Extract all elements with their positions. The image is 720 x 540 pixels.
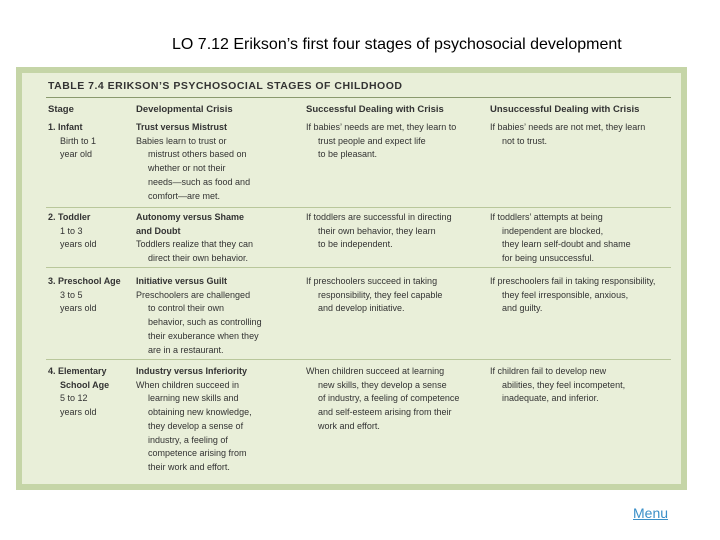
failure-line: not to trust. bbox=[502, 135, 548, 146]
stage-age-line: year old bbox=[60, 149, 93, 160]
stage-name: 4. Elementary bbox=[48, 366, 107, 376]
failure-line: inadequate, and inferior. bbox=[502, 393, 599, 404]
crisis-desc-line: Babies learn to trust or bbox=[136, 135, 227, 146]
row-divider bbox=[46, 267, 671, 268]
stage-name: 3. Preschool Age bbox=[48, 276, 121, 286]
row-2-crisis bbox=[136, 211, 304, 263]
crisis-title: Trust versus Mistrust bbox=[136, 122, 228, 132]
crisis-title: Industry versus Inferiority bbox=[136, 366, 248, 376]
stage-age-line: years old bbox=[60, 407, 97, 418]
crisis-desc-line: industry, a feeling of bbox=[148, 434, 228, 445]
success-line: If toddlers are successful in directing bbox=[306, 212, 452, 222]
success-line: If babies’ needs are met, they learn to bbox=[306, 122, 457, 132]
crisis-desc-line: Toddlers realize that they can bbox=[136, 239, 254, 250]
row-2-stage bbox=[48, 211, 134, 263]
crisis-title: Autonomy versus Shame bbox=[136, 212, 245, 222]
row-3-crisis bbox=[136, 275, 304, 357]
slide-title: LO 7.12 Erikson’s first four stages of psychosocial development bbox=[172, 36, 622, 53]
crisis-desc-line: to control their own bbox=[148, 303, 225, 314]
crisis-desc-line: whether or not their bbox=[148, 163, 226, 174]
row-2-success bbox=[306, 211, 488, 263]
row-divider bbox=[46, 359, 671, 360]
crisis-desc-line: Preschoolers are challenged bbox=[136, 289, 251, 300]
failure-line: they feel irresponsible, anxious, bbox=[502, 289, 629, 300]
row-4-crisis bbox=[136, 365, 304, 475]
row-2-failure bbox=[490, 211, 670, 263]
row-1-stage bbox=[48, 121, 134, 162]
crisis-desc-line: their exuberance when they bbox=[148, 330, 259, 341]
row-divider bbox=[46, 207, 671, 208]
failure-line: If toddlers’ attempts at being bbox=[490, 212, 603, 222]
crisis-title: and Doubt bbox=[136, 225, 181, 236]
stage-age-line: 3 to 5 bbox=[60, 289, 83, 300]
crisis-desc-line: their work and effort. bbox=[148, 461, 230, 472]
crisis-desc-line: are in a restaurant. bbox=[148, 344, 224, 355]
success-line: to be pleasant. bbox=[318, 149, 378, 160]
crisis-desc-line: obtaining new knowledge, bbox=[148, 407, 252, 418]
crisis-desc-line: direct their own behavior. bbox=[148, 253, 249, 263]
success-line: work and effort. bbox=[318, 420, 380, 431]
success-line: If preschoolers succeed in taking bbox=[306, 276, 438, 286]
failure-line: independent are blocked, bbox=[502, 225, 604, 236]
stage-name: 1. Infant bbox=[48, 122, 83, 132]
header-developmental-crisis: Developmental Crisis bbox=[136, 104, 233, 115]
stage-age-line: Birth to 1 bbox=[60, 135, 97, 146]
table-caption: TABLE 7.4 ERIKSON’S PSYCHOSOCIAL STAGES OF CHILDHOOD bbox=[48, 80, 403, 92]
success-line: responsibility, they feel capable bbox=[318, 289, 443, 300]
success-line: and self-esteem arising from their bbox=[318, 407, 452, 418]
stage-age-line: years old bbox=[60, 303, 97, 314]
row-3-failure bbox=[490, 275, 670, 316]
crisis-desc-line: comfort—are met. bbox=[148, 190, 221, 201]
header-stage: Stage bbox=[48, 104, 74, 115]
caption-divider bbox=[46, 97, 671, 98]
crisis-desc-line: mistrust others based on bbox=[148, 149, 247, 160]
row-4-failure bbox=[490, 365, 670, 406]
row-1-crisis bbox=[136, 121, 304, 203]
failure-line: abilities, they feel incompetent, bbox=[502, 379, 626, 390]
success-line: new skills, they develop a sense bbox=[318, 379, 447, 390]
stage-age-line: 1 to 3 bbox=[60, 225, 83, 236]
header-successful-dealing: Successful Dealing with Crisis bbox=[306, 104, 444, 115]
crisis-desc-line: behavior, such as controlling bbox=[148, 317, 262, 328]
success-line: to be independent. bbox=[318, 239, 393, 250]
stage-name: 2. Toddler bbox=[48, 212, 91, 222]
row-3-stage bbox=[48, 275, 134, 316]
crisis-desc-line: they develop a sense of bbox=[148, 420, 244, 431]
stage-name: School Age bbox=[60, 379, 110, 390]
crisis-title: Initiative versus Guilt bbox=[136, 276, 228, 286]
crisis-desc-line: needs—such as food and bbox=[148, 176, 251, 187]
crisis-desc-line: competence arising from bbox=[148, 448, 247, 459]
row-1-failure bbox=[490, 121, 670, 148]
row-4-success bbox=[306, 365, 488, 434]
failure-line: and guilty. bbox=[502, 303, 543, 314]
header-unsuccessful-dealing: Unsuccessful Dealing with Crisis bbox=[490, 104, 640, 115]
failure-line: for being unsuccessful. bbox=[502, 253, 595, 263]
failure-line: they learn self-doubt and shame bbox=[502, 239, 631, 250]
stage-age-line: years old bbox=[60, 239, 97, 250]
success-line: trust people and expect life bbox=[318, 135, 426, 146]
row-4-stage bbox=[48, 365, 134, 420]
success-line: and develop initiative. bbox=[318, 303, 405, 314]
crisis-desc-line: learning new skills and bbox=[148, 393, 239, 404]
row-3-success bbox=[306, 275, 488, 316]
failure-line: If preschoolers fail in taking responsibility, bbox=[490, 276, 656, 286]
row-1-success bbox=[306, 121, 488, 162]
success-line: of industry, a feeling of competence bbox=[318, 393, 460, 404]
success-line: When children succeed at learning bbox=[306, 366, 445, 376]
menu-link[interactable]: Menu bbox=[633, 505, 669, 521]
failure-line: If children fail to develop new bbox=[490, 366, 607, 376]
success-line: their own behavior, they learn bbox=[318, 225, 436, 236]
stage-age-line: 5 to 12 bbox=[60, 393, 88, 404]
failure-line: If babies’ needs are not met, they learn bbox=[490, 122, 646, 132]
crisis-desc-line: When children succeed in bbox=[136, 379, 240, 390]
